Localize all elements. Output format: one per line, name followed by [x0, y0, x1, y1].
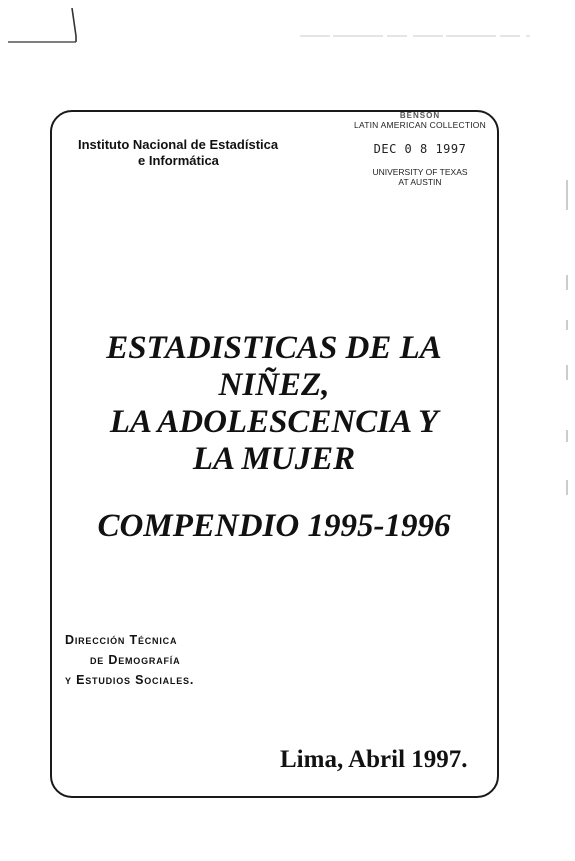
- department-line-1: Dirección Técnica: [65, 633, 178, 647]
- stamp-collection: LATIN AMERICAN COLLECTION: [354, 120, 486, 130]
- department-line-3: y Estudios Sociales.: [65, 673, 195, 687]
- library-stamp: [340, 112, 500, 187]
- scan-edge-line: [300, 34, 530, 38]
- title-line-2: NIÑEZ,: [218, 367, 330, 403]
- place-and-date: Lima, Abril 1997.: [280, 746, 468, 773]
- institution-line-2: e Informática: [138, 153, 219, 168]
- scan-side-specks: [562, 180, 572, 520]
- document-title: [60, 330, 488, 478]
- document-subtitle: COMPENDIO 1995-1996: [97, 508, 451, 544]
- department-line-2: de Demografía: [90, 653, 181, 667]
- institution-line-1: Instituto Nacional de Estadística: [78, 137, 279, 152]
- stamp-university-line-1: UNIVERSITY OF TEXAS: [372, 167, 468, 177]
- scan-corner-mark: [8, 8, 80, 48]
- title-line-3: LA ADOLESCENCIA Y: [109, 404, 439, 440]
- title-line-1: ESTADISTICAS DE LA: [106, 330, 442, 366]
- stamp-date: DEC 0 8 1997: [373, 142, 467, 156]
- stamp-top-fragment: BENSON: [399, 112, 441, 120]
- title-line-4: LA MUJER: [192, 441, 356, 477]
- stamp-university-line-2: AT AUSTIN: [398, 177, 442, 187]
- institution-name: [78, 137, 278, 169]
- department-name: [65, 630, 194, 690]
